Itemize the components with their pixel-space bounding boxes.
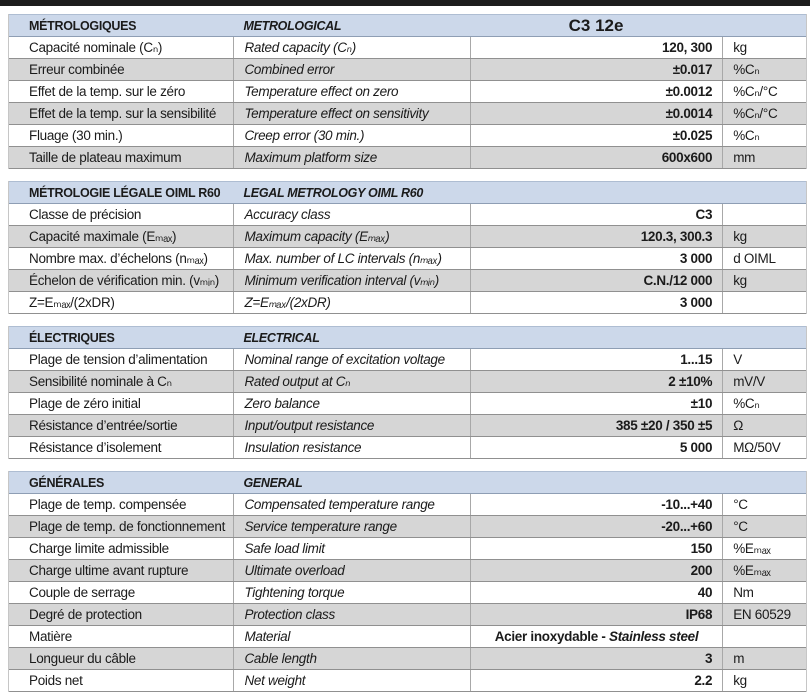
label-fr: Effet de la temp. sur la sensibilité bbox=[29, 106, 217, 121]
unit: V bbox=[722, 349, 806, 370]
spec-row bbox=[9, 560, 806, 582]
unit: °C bbox=[722, 516, 806, 537]
section-header bbox=[9, 471, 806, 494]
spec-row bbox=[9, 37, 806, 59]
label-en: Material bbox=[233, 626, 469, 647]
unit: mV/V bbox=[722, 371, 806, 392]
section-title-fr: MÉTROLOGIQUES bbox=[29, 19, 137, 33]
unit: %Eₘₐₓ bbox=[722, 560, 806, 581]
section-title-en: ELECTRICAL bbox=[243, 331, 320, 345]
label-fr: Plage de temp. compensée bbox=[29, 497, 187, 512]
label-fr: Résistance d’entrée/sortie bbox=[29, 418, 178, 433]
section-header bbox=[9, 326, 806, 349]
unit: kg bbox=[722, 37, 806, 58]
top-bar bbox=[0, 0, 810, 6]
section-header-spacer bbox=[722, 327, 806, 348]
unit bbox=[722, 204, 806, 225]
label-fr: Charge limite admissible bbox=[29, 541, 169, 556]
unit: kg bbox=[722, 670, 806, 691]
spec-row bbox=[9, 59, 806, 81]
unit: MΩ/50V bbox=[722, 437, 806, 458]
spec-row bbox=[9, 248, 806, 270]
unit bbox=[722, 292, 806, 313]
section-2 bbox=[8, 326, 807, 459]
section-1 bbox=[8, 181, 807, 314]
unit: d OIML bbox=[722, 248, 806, 269]
label-en: Input/output resistance bbox=[233, 415, 469, 436]
label-en: Accuracy class bbox=[233, 204, 469, 225]
label-en: Service temperature range bbox=[233, 516, 469, 537]
label-fr: Fluage (30 min.) bbox=[29, 128, 123, 143]
label-fr: Plage de zéro initial bbox=[29, 396, 141, 411]
label-en: Maximum platform size bbox=[233, 147, 469, 168]
unit: EN 60529 bbox=[722, 604, 806, 625]
unit: %Eₘₐₓ bbox=[722, 538, 806, 559]
label-fr: Degré de protection bbox=[29, 607, 142, 622]
label-fr: Capacité nominale (Cₙ) bbox=[29, 40, 163, 55]
section-header-spacer bbox=[722, 472, 806, 493]
label-fr: Plage de tension d’alimentation bbox=[29, 352, 208, 367]
label-en: Protection class bbox=[233, 604, 469, 625]
spec-row bbox=[9, 292, 806, 314]
value: 3 bbox=[470, 648, 722, 669]
section-0 bbox=[8, 14, 807, 169]
value: 2 ±10% bbox=[470, 371, 722, 392]
label-en: Net weight bbox=[233, 670, 469, 691]
label-en: Ultimate overload bbox=[233, 560, 469, 581]
spec-row bbox=[9, 349, 806, 371]
value: 1...15 bbox=[470, 349, 722, 370]
value-part: Acier inoxydable - bbox=[494, 629, 610, 644]
value: 120.3, 300.3 bbox=[470, 226, 722, 247]
label-en: Rated output at Cₙ bbox=[233, 371, 469, 392]
label-en: Nominal range of excitation voltage bbox=[233, 349, 469, 370]
label-en: Max. number of LC intervals (nₘₐₓ) bbox=[233, 248, 469, 269]
value: ±10 bbox=[470, 393, 722, 414]
value: 600x600 bbox=[470, 147, 722, 168]
value: -10...+40 bbox=[470, 494, 722, 515]
spec-row bbox=[9, 648, 806, 670]
spec-row bbox=[9, 538, 806, 560]
label-fr: Couple de serrage bbox=[29, 585, 135, 600]
label-fr: Effet de la temp. sur le zéro bbox=[29, 84, 186, 99]
spec-row bbox=[9, 582, 806, 604]
label-fr: Matière bbox=[29, 629, 72, 644]
section-title-en: METROLOGICAL bbox=[243, 19, 342, 33]
model-name bbox=[470, 327, 722, 348]
spec-row bbox=[9, 494, 806, 516]
label-en: Maximum capacity (Eₘₐₓ) bbox=[233, 226, 469, 247]
label-fr: Échelon de vérification min. (vₘᵢₙ) bbox=[29, 273, 219, 288]
spec-row bbox=[9, 125, 806, 147]
value: 200 bbox=[470, 560, 722, 581]
value: C3 bbox=[470, 204, 722, 225]
label-fr: Capacité maximale (Eₘₐₓ) bbox=[29, 229, 177, 244]
section-title-en: GENERAL bbox=[243, 476, 303, 490]
label-fr: Résistance d’isolement bbox=[29, 440, 162, 455]
value: 120, 300 bbox=[470, 37, 722, 58]
value: 3 000 bbox=[470, 292, 722, 313]
section-header-spacer bbox=[722, 15, 806, 36]
spec-row bbox=[9, 604, 806, 626]
section-header-spacer bbox=[722, 182, 806, 203]
label-en: Zero balance bbox=[233, 393, 469, 414]
spec-row bbox=[9, 437, 806, 459]
spec-row bbox=[9, 670, 806, 692]
model-name: C3 12e bbox=[568, 16, 624, 35]
model-name bbox=[470, 182, 722, 203]
unit: %Cₙ bbox=[722, 59, 806, 80]
unit: %Cₙ bbox=[722, 393, 806, 414]
label-en: Combined error bbox=[233, 59, 469, 80]
label-fr: Charge ultime avant rupture bbox=[29, 563, 189, 578]
value: 3 000 bbox=[470, 248, 722, 269]
section-header bbox=[9, 181, 806, 204]
label-fr: Nombre max. d’échelons (nₘₐₓ) bbox=[29, 251, 208, 266]
label-en: Cable length bbox=[233, 648, 469, 669]
label-en: Compensated temperature range bbox=[233, 494, 469, 515]
value: 385 ±20 / 350 ±5 bbox=[470, 415, 722, 436]
section-title-en: LEGAL METROLOGY OIML R60 bbox=[243, 186, 424, 200]
spec-row bbox=[9, 626, 806, 648]
value: ±0.017 bbox=[470, 59, 722, 80]
label-en: Minimum verification interval (vₘᵢₙ) bbox=[233, 270, 469, 291]
value bbox=[470, 626, 722, 647]
spec-row bbox=[9, 81, 806, 103]
value: ±0.0014 bbox=[470, 103, 722, 124]
spec-row bbox=[9, 270, 806, 292]
value: 2.2 bbox=[470, 670, 722, 691]
unit bbox=[722, 626, 806, 647]
spec-row bbox=[9, 147, 806, 169]
spec-row bbox=[9, 393, 806, 415]
spec-table bbox=[8, 14, 807, 692]
unit: Ω bbox=[722, 415, 806, 436]
unit: Nm bbox=[722, 582, 806, 603]
label-fr: Sensibilité nominale à Cₙ bbox=[29, 374, 172, 389]
unit: °C bbox=[722, 494, 806, 515]
unit: mm bbox=[722, 147, 806, 168]
model-name bbox=[470, 472, 722, 493]
value: 5 000 bbox=[470, 437, 722, 458]
value: ±0.0012 bbox=[470, 81, 722, 102]
label-en: Insulation resistance bbox=[233, 437, 469, 458]
label-en: Creep error (30 min.) bbox=[233, 125, 469, 146]
label-en: Rated capacity (Cₙ) bbox=[233, 37, 469, 58]
spec-row bbox=[9, 204, 806, 226]
value: IP68 bbox=[470, 604, 722, 625]
unit: %Cₙ/°C bbox=[722, 103, 806, 124]
section-header bbox=[9, 14, 806, 37]
spec-row bbox=[9, 226, 806, 248]
label-en: Safe load limit bbox=[233, 538, 469, 559]
value: 150 bbox=[470, 538, 722, 559]
label-fr: Classe de précision bbox=[29, 207, 142, 222]
section-title-fr: GÉNÉRALES bbox=[29, 476, 105, 490]
label-en: Z=Eₘₐₓ/(2xDR) bbox=[233, 292, 469, 313]
unit: m bbox=[722, 648, 806, 669]
label-fr: Longueur du câble bbox=[29, 651, 136, 666]
label-fr: Plage de temp. de fonctionnement bbox=[29, 519, 226, 534]
spec-row bbox=[9, 516, 806, 538]
section-3 bbox=[8, 471, 807, 692]
value: ±0.025 bbox=[470, 125, 722, 146]
spec-row bbox=[9, 415, 806, 437]
label-fr: Erreur combinée bbox=[29, 62, 125, 77]
unit: kg bbox=[722, 270, 806, 291]
section-title-fr: MÉTROLOGIE LÉGALE OIML R60 bbox=[29, 186, 221, 200]
label-en: Tightening torque bbox=[233, 582, 469, 603]
label-en: Temperature effect on sensitivity bbox=[233, 103, 469, 124]
spec-row bbox=[9, 371, 806, 393]
label-fr: Poids net bbox=[29, 673, 83, 688]
unit: %Cₙ/°C bbox=[722, 81, 806, 102]
label-fr: Z=Eₘₐₓ/(2xDR) bbox=[29, 295, 115, 310]
section-title-fr: ÉLECTRIQUES bbox=[29, 331, 115, 345]
value: 40 bbox=[470, 582, 722, 603]
value: C.N./12 000 bbox=[470, 270, 722, 291]
unit: %Cₙ bbox=[722, 125, 806, 146]
spec-row bbox=[9, 103, 806, 125]
value-part: Stainless steel bbox=[609, 629, 699, 644]
value: -20...+60 bbox=[470, 516, 722, 537]
unit: kg bbox=[722, 226, 806, 247]
label-fr: Taille de plateau maximum bbox=[29, 150, 182, 165]
label-en: Temperature effect on zero bbox=[233, 81, 469, 102]
